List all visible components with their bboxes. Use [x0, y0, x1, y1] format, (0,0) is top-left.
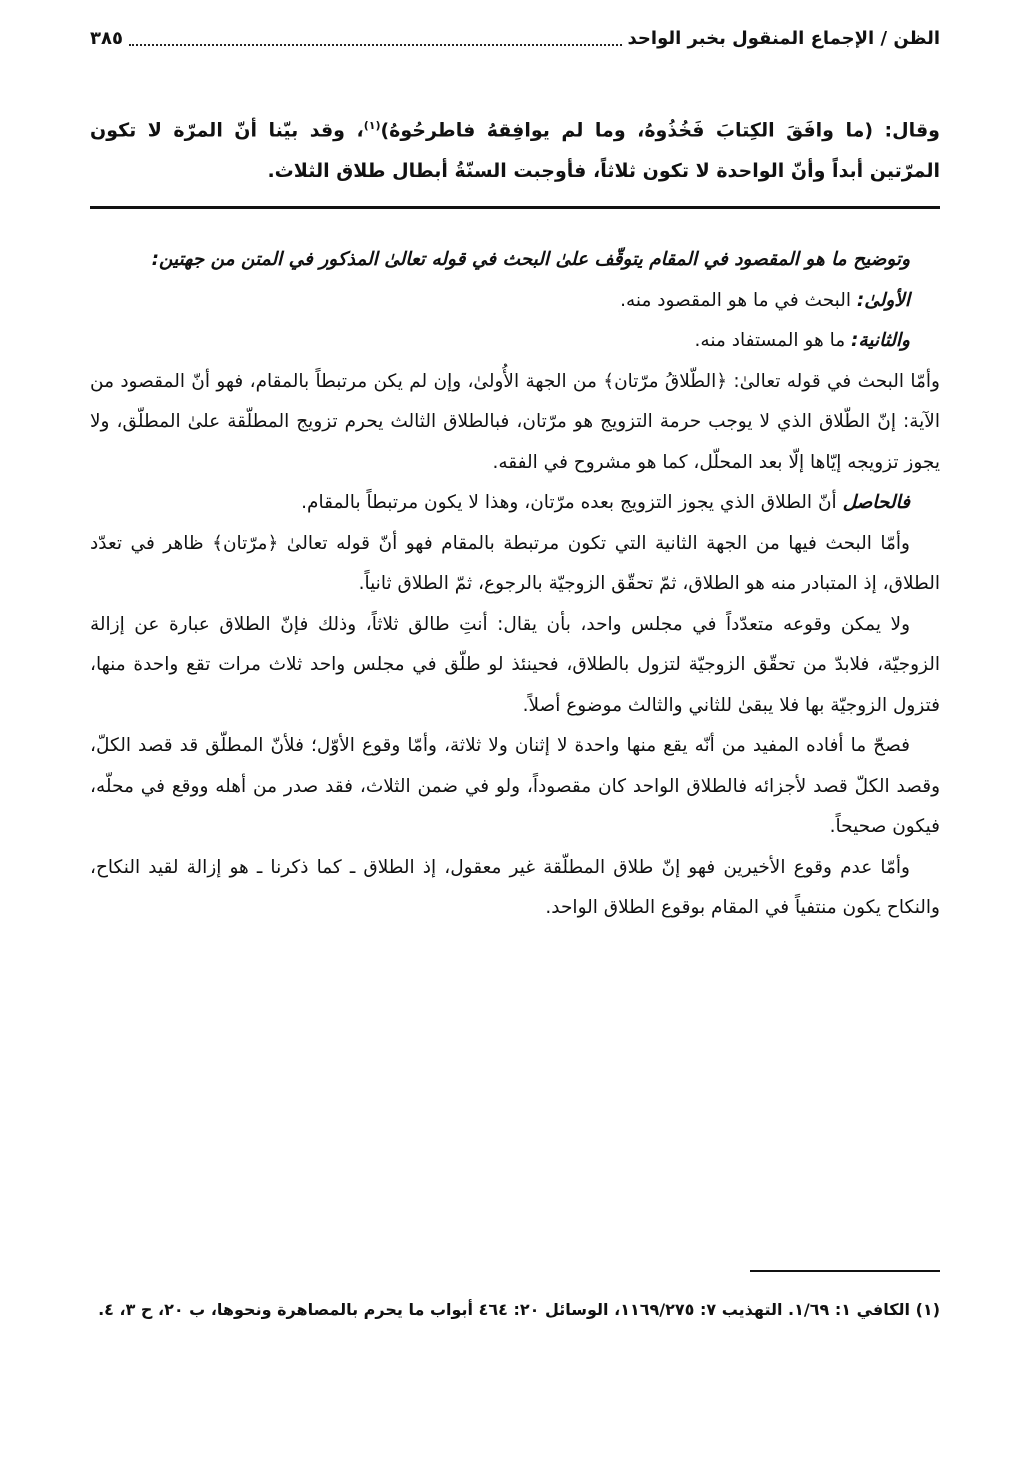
paragraph-lead: الأولىٰ: — [856, 289, 910, 311]
paragraph — [90, 483, 940, 524]
page-number: ٣٨٥ — [90, 28, 123, 49]
paragraph-lead: والثانية: — [851, 330, 910, 351]
paragraph — [90, 321, 940, 362]
paragraph-text: وتوضيح ما هو المقصود في المقام يتوقّف علىٰ البحث في قوله تعالىٰ المذكور في المتن من جهتين: — [151, 249, 910, 270]
running-header — [90, 28, 940, 49]
paragraph-lead: فالحاصل — [842, 492, 910, 513]
quote-text-continued: ، وقد بيّنا أنّ المرّة لا تكون المرّتين أبداً وأنّ الواحدة لا تكون ثلاثاً، فأوجبت السنّةُ أبطال طلاق الثلاث. — [90, 119, 940, 183]
paragraph: ولا يمكن وقوعه متعدّداً في مجلس واحد، بأن يقال: أنتِ طالق ثلاثاً، وذلك فإنّ الطلاق عبارة عن إزالة الزوجيّة، فلابدّ من تحقّق الزوجيّة لتزول بالطلاق، فحينئذ لو طلّق في مجلس واحد ثلاث مرات تقع واحدة منها، فتزول الزوجيّة بها فلا يبقىٰ للثاني والثالث موضوع أصلاً. — [90, 613, 940, 716]
section-divider — [90, 206, 940, 209]
paragraph: فصحّ ما أفاده المفيد من أنّه يقع منها واحدة لا إثنان ولا ثلاثة، وأمّا وقوع الأوّل؛ فلأنّ المطلّق قد قصد الكلّ، وقصد الكلّ قصد لأجزائه فالطلاق الواحد كان مقصوداً، ولو في ضمن الثلاث، فقد صدر من أهله ووقع في محلّه، فيكون صحيحاً. — [90, 735, 940, 837]
paragraph — [90, 281, 940, 322]
main-text — [90, 240, 940, 929]
paragraph-text: أنّ الطلاق الذي يجوز التزويج بعده مرّتان، وهذا لا يكون مرتبطاً بالمقام. — [301, 492, 843, 513]
quote-text: وقال: (ما وافَقَ الكِتابَ فَخُذُوهُ، وما لم يوافِقهُ فاطرحُوهُ) — [380, 119, 940, 142]
paragraph — [90, 240, 940, 281]
quoted-text-block — [90, 105, 940, 192]
paragraph-text: ما هو المستفاد منه. — [694, 330, 852, 351]
header-title: الظن / الإجماع المنقول بخبر الواحد — [627, 28, 940, 49]
footnote-divider — [750, 1270, 940, 1272]
paragraph-text: البحث في ما هو المقصود منه. — [620, 289, 857, 311]
footnote-ref: (١) — [363, 119, 381, 132]
footnote: (١) الكافي ١: ١/٦٩. التهذيب ٧: ١١٦٩/٢٧٥، الوسائل ٢٠: ٤٦٤ أبواب ما يحرم بالمصاهرة ونحوها، ب ٢٠، ح ٣، ٤. — [98, 1300, 940, 1319]
header-dot-leader — [129, 32, 622, 46]
paragraph: وأمّا عدم وقوع الأخيرين فهو إنّ طلاق المطلّقة غير معقول، إذ الطلاق ـ كما ذكرنا ـ هو إزالة لقيد النكاح، والنكاح يكون منتفياً في المقام بوقوع الطلاق الواحد. — [90, 856, 940, 918]
paragraph: وأمّا البحث في قوله تعالىٰ: ﴿الطّلاقُ مرّتان﴾ من الجهة الأُولىٰ، وإن لم يكن مرتبطاً بالمقام، فهو أنّ المقصود من الآية: إنّ الطّلاق الذي لا يوجب حرمة التزويج هو مرّتان، فبالطلاق الثالث يحرم تزويج المطلّقة علىٰ المطلّق، ولا يجوز تزويجه إيّاها إلّا بعد المحلّل، كما هو مشروح في الفقه. — [90, 370, 940, 473]
paragraph: وأمّا البحث فيها من الجهة الثانية التي تكون مرتبطة بالمقام فهو أنّ قوله تعالىٰ ﴿مرّتان﴾ ظاهر في تعدّد الطلاق، إذ المتبادر منه هو الطلاق، ثمّ تحقّق الزوجيّة بالرجوع، ثمّ الطلاق ثانياً. — [90, 532, 940, 594]
